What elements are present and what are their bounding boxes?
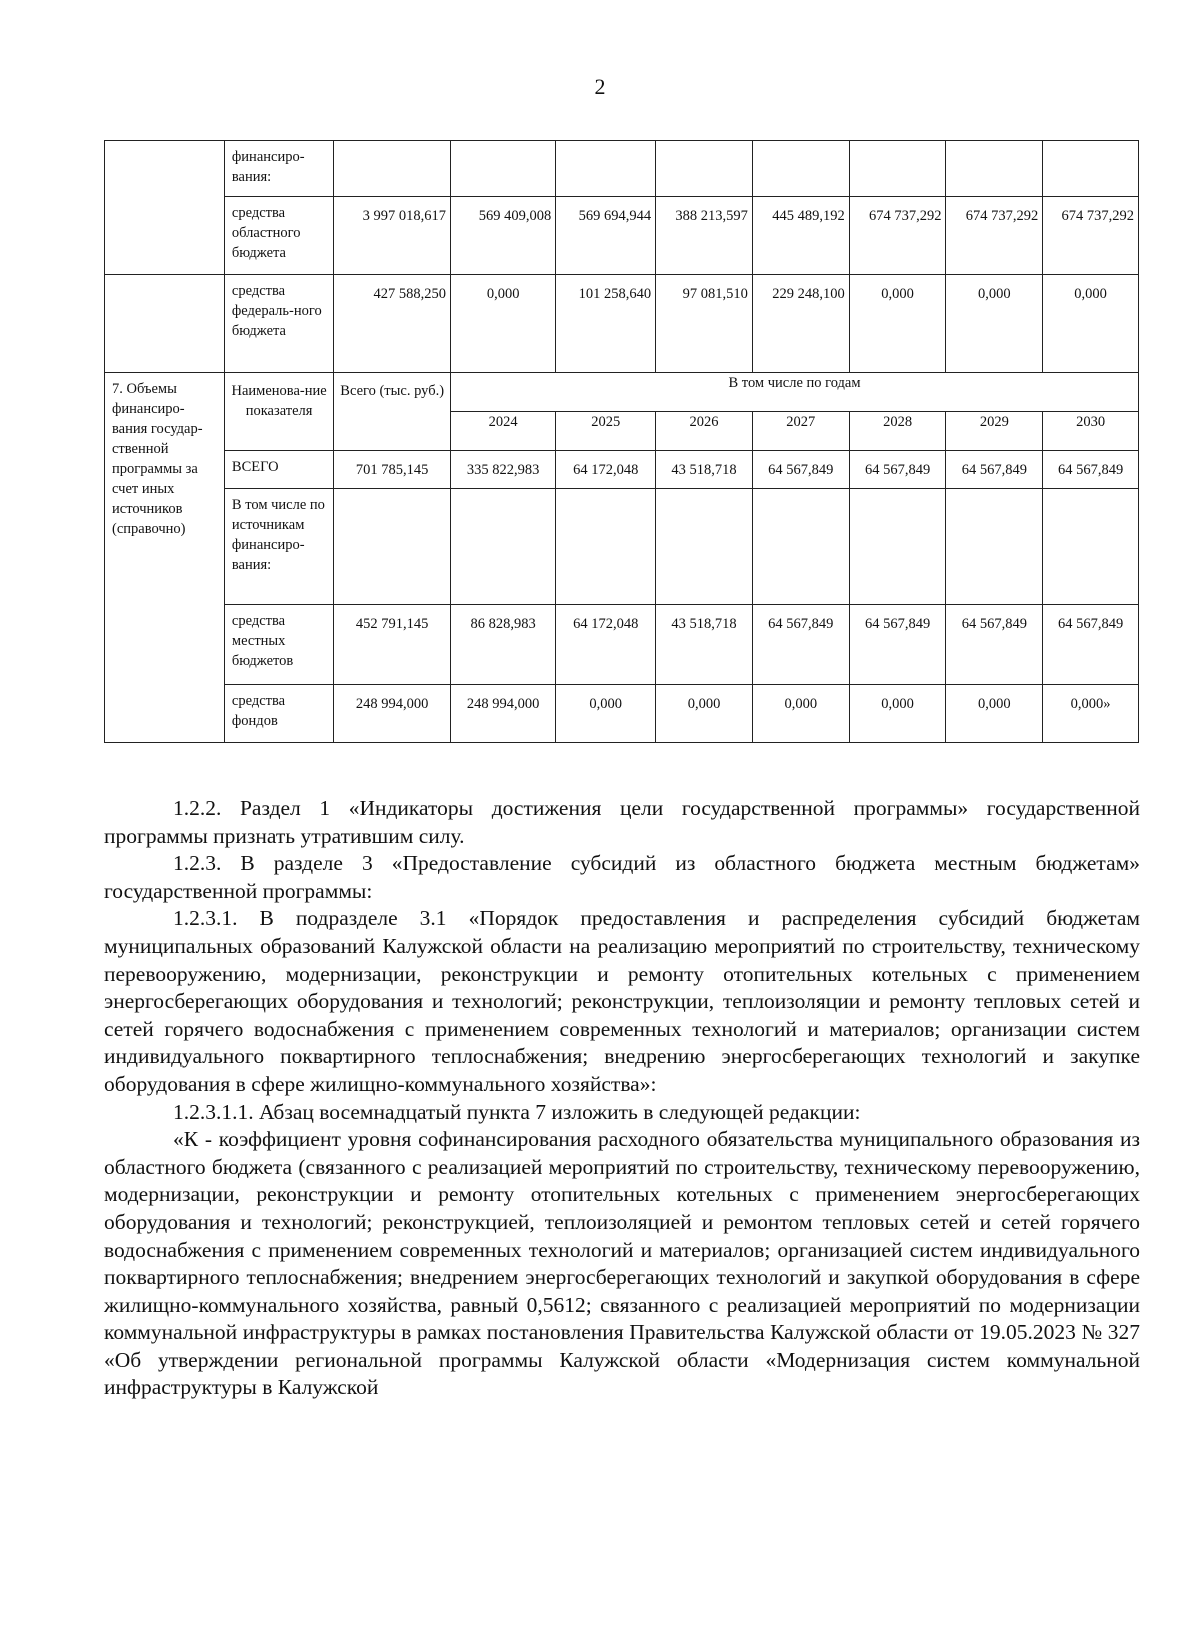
paragraph-1-2-3-1: 1.2.3.1. В подразделе 3.1 «Порядок предоставления и распределения субсидий бюджетам муниципальных образований Калужской области на реализацию мероприятий по строительству, техническому перевооружению, модернизации, реконструкции и ремонту отопительных котельных с применением энергосберегающих оборудования и технологий; реконструкции, теплоизоляции и ремонту тепловых сетей и сетей горячего водоснабжения с применением современных технологий и материалов; организации систем индивидуального поквартирного теплоснабжения; внедрению энергосберегающих технологий и закупке оборудования в сфере жилищно-коммунального хозяйства»: — [104, 906, 1140, 1096]
value-cell: 64 567,849 — [946, 451, 1043, 489]
value-cell: 0,000 — [556, 685, 656, 743]
column-header-total: Всего (тыс. руб.) — [334, 373, 451, 451]
value-cell: 248 994,000 — [334, 685, 451, 743]
table-cell — [1043, 489, 1139, 605]
value-cell: 0,000 — [1043, 275, 1139, 373]
table-row — [105, 489, 1139, 605]
row-label: В том числе по источникам финансиро-вания: — [224, 489, 333, 605]
paragraph-1-2-2: 1.2.2. Раздел 1 «Индикаторы достижения цели государственной программы» государственной программы признать утратившим силу. — [104, 796, 1140, 848]
value-cell: 64 567,849 — [946, 605, 1043, 685]
value-cell: 569 409,008 — [451, 197, 556, 275]
table-cell — [105, 141, 225, 275]
section-title: 7. Объемы финансиро-вания государ-ственной программы за счет иных источников (справочно) — [105, 373, 225, 743]
year-header: 2027 — [752, 412, 849, 451]
value-cell: 64 567,849 — [752, 605, 849, 685]
year-header: 2028 — [849, 412, 946, 451]
value-cell: 445 489,192 — [752, 197, 849, 275]
table-header-row — [105, 373, 1139, 412]
value-cell: 43 518,718 — [656, 605, 753, 685]
row-label: финансиро-вания: — [224, 141, 333, 197]
value-cell: 101 258,640 — [556, 275, 656, 373]
value-cell: 0,000 — [656, 685, 753, 743]
value-cell: 388 213,597 — [656, 197, 753, 275]
table-row — [105, 685, 1139, 743]
table-row — [105, 141, 1139, 197]
value-cell: 64 567,849 — [849, 451, 946, 489]
paragraph-1-2-3-1-1: 1.2.3.1.1. Абзац восемнадцатый пункта 7 изложить в следующей редакции: — [173, 1099, 861, 1124]
year-header: 2025 — [556, 412, 656, 451]
document-body — [104, 795, 1140, 1402]
value-cell: 229 248,100 — [752, 275, 849, 373]
value-cell: 0,000 — [849, 685, 946, 743]
table-cell — [849, 141, 946, 197]
value-cell: 452 791,145 — [334, 605, 451, 685]
value-cell: 0,000 — [946, 275, 1043, 373]
row-label: средства областного бюджета — [224, 197, 333, 275]
table-cell — [946, 489, 1043, 605]
table-cell — [752, 141, 849, 197]
value-cell: 569 694,944 — [556, 197, 656, 275]
value-cell: 64 172,048 — [556, 605, 656, 685]
year-header: 2026 — [656, 412, 753, 451]
value-cell: 64 567,849 — [1043, 605, 1139, 685]
financing-table — [104, 140, 1139, 743]
row-label: средства федераль-ного бюджета — [224, 275, 333, 373]
table-row — [105, 197, 1139, 275]
value-cell: 427 588,250 — [334, 275, 451, 373]
value-cell: 0,000 — [451, 275, 556, 373]
table-cell — [556, 141, 656, 197]
row-label: средства местных бюджетов — [224, 605, 333, 685]
value-cell: 64 567,849 — [849, 605, 946, 685]
table-cell — [451, 141, 556, 197]
table-cell — [752, 489, 849, 605]
value-cell: 0,000 — [946, 685, 1043, 743]
year-header: 2030 — [1043, 412, 1139, 451]
table-cell — [451, 489, 556, 605]
paragraph-k-coefficient: «К - коэффициент уровня софинансирования расходного обязательства муниципального образования из областного бюджета (связанного с реализацией мероприятий по строительству, техническому перевооружению, модернизации, реконструкции и ремонту отопительных котельных с применением энергосберегающих оборудования и технологий; реконструкцией, теплоизоляцией и ремонтом тепловых сетей и сетей горячего водоснабжения с применением современных технологий и материалов; организацией систем индивидуального поквартирного теплоснабжения; внедрением энергосберегающих технологий и закупкой оборудования в сфере жилищно-коммунального хозяйства, равный 0,5612; связанного с реализацией мероприятий по модернизации коммунальной инфраструктуры в рамках постановления Правительства Калужской области от 19.05.2023 № 327 «Об утверждении региональной программы Калужской области «Модернизация систем коммунальной инфраструктуры в Калужской — [104, 1127, 1140, 1400]
value-cell: 674 737,292 — [1043, 197, 1139, 275]
value-cell: 0,000» — [1043, 685, 1139, 743]
value-cell: 248 994,000 — [451, 685, 556, 743]
table-cell — [656, 141, 753, 197]
value-cell: 64 567,849 — [752, 451, 849, 489]
value-cell: 0,000 — [849, 275, 946, 373]
table-row — [105, 451, 1139, 489]
value-cell: 43 518,718 — [656, 451, 753, 489]
value-cell: 64 172,048 — [556, 451, 656, 489]
year-header: 2029 — [946, 412, 1043, 451]
table-cell — [946, 141, 1043, 197]
value-cell: 3 997 018,617 — [334, 197, 451, 275]
table-cell — [105, 275, 225, 373]
table-row — [105, 605, 1139, 685]
row-label: ВСЕГО — [224, 451, 333, 489]
value-cell: 674 737,292 — [946, 197, 1043, 275]
column-header-years: В том числе по годам — [451, 373, 1139, 412]
table-cell — [334, 489, 451, 605]
row-label: средства фондов — [224, 685, 333, 743]
table-cell — [656, 489, 753, 605]
column-header-name: Наименова-ние показателя — [224, 373, 333, 451]
year-header: 2024 — [451, 412, 556, 451]
value-cell: 335 822,983 — [451, 451, 556, 489]
value-cell: 701 785,145 — [334, 451, 451, 489]
value-cell: 86 828,983 — [451, 605, 556, 685]
table-cell — [334, 141, 451, 197]
value-cell: 97 081,510 — [656, 275, 753, 373]
value-cell: 64 567,849 — [1043, 451, 1139, 489]
table-cell — [1043, 141, 1139, 197]
value-cell: 0,000 — [752, 685, 849, 743]
table-cell — [556, 489, 656, 605]
table-cell — [849, 489, 946, 605]
page-number: 2 — [594, 74, 606, 99]
paragraph-1-2-3: 1.2.3. В разделе 3 «Предоставление субсидий из областного бюджета местным бюджетам» государственной программы: — [104, 851, 1140, 903]
value-cell: 674 737,292 — [849, 197, 946, 275]
table-row — [105, 275, 1139, 373]
